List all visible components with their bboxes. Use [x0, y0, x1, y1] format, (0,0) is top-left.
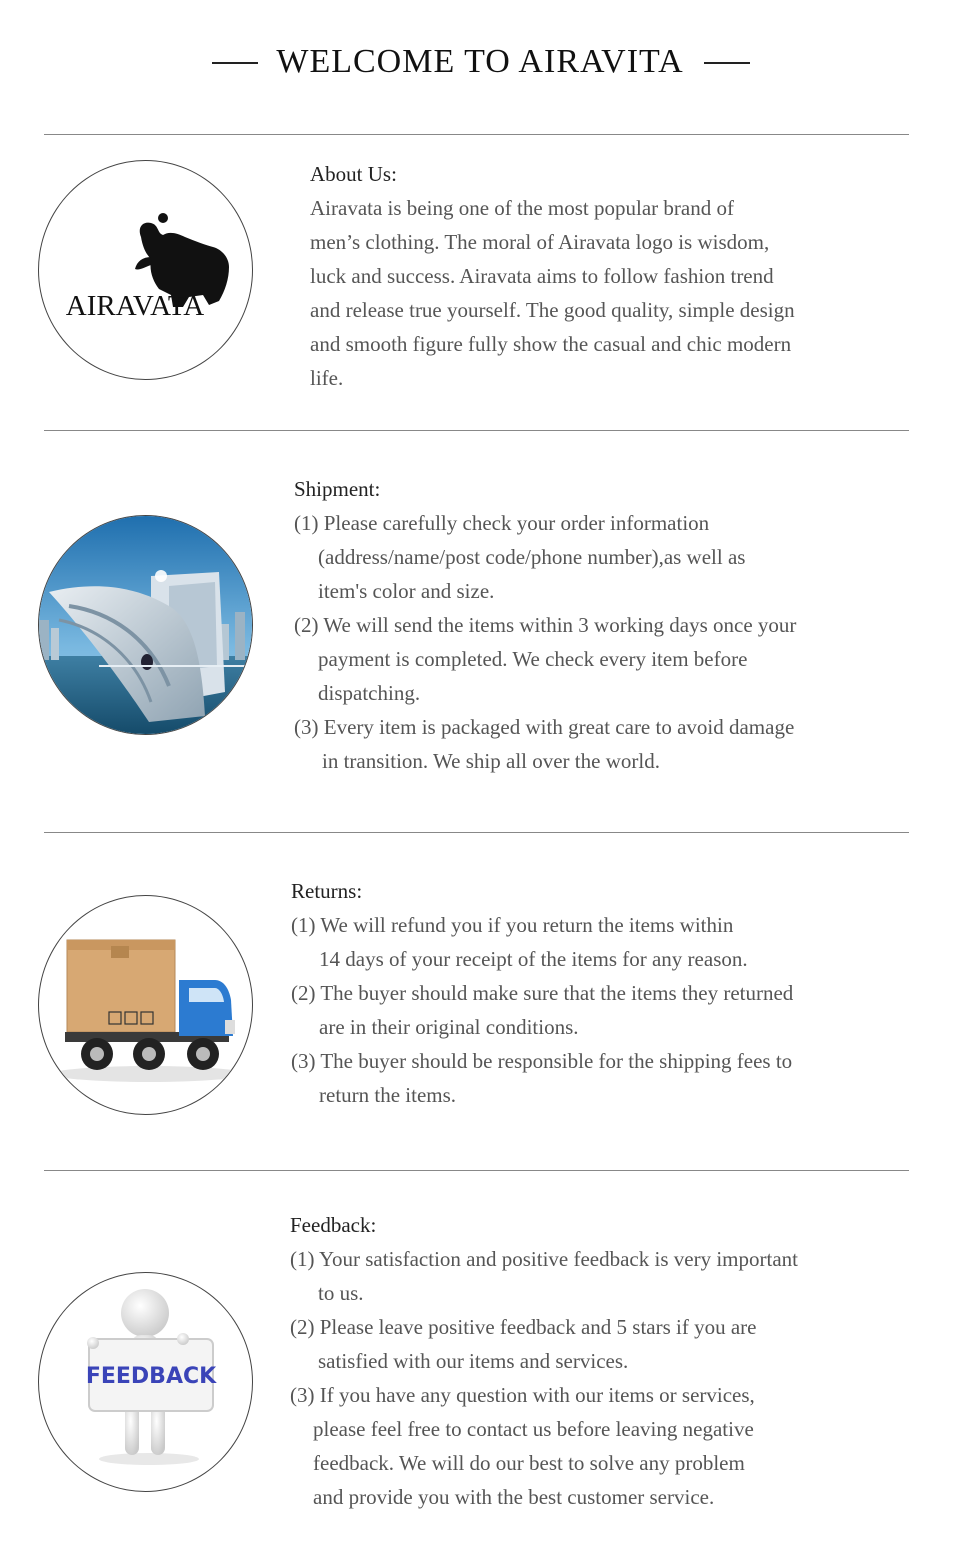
- logo-text: AIRAVATA: [65, 290, 205, 322]
- about-line: men’s clothing. The moral of Airavata logo is wisdom,: [310, 230, 770, 254]
- returns-item-line: return the items.: [319, 1083, 457, 1107]
- shipment-item-line: dispatching.: [318, 681, 421, 705]
- returns-item-line: 14 days of your receipt of the items for any reason.: [319, 947, 748, 971]
- ship-image-circle: [38, 515, 253, 735]
- shipment-item-line: (1) Please carefully check your order information: [294, 511, 710, 535]
- feedback-item-line: satisfied with our items and services.: [318, 1349, 629, 1373]
- delivery-truck-icon: [39, 896, 252, 1114]
- section-divider: [44, 1170, 909, 1171]
- shipment-section: [294, 472, 796, 778]
- feedback-item-line: (3) If you have any question with our items or services,: [290, 1383, 755, 1407]
- feedback-item-line: please feel free to contact us before leaving negative: [313, 1417, 754, 1441]
- feedback-item-line: to us.: [318, 1281, 364, 1305]
- shipment-item-line: item's color and size.: [318, 579, 495, 603]
- ship-icon: [39, 516, 252, 734]
- about-section: [310, 157, 795, 395]
- section-divider: [44, 134, 909, 135]
- returns-section: [291, 874, 793, 1112]
- feedback-item-line: (1) Your satisfaction and positive feedback is very important: [290, 1247, 798, 1271]
- feedback-image-circle: [38, 1272, 253, 1492]
- about-line: and release true yourself. The good quality, simple design: [310, 298, 795, 322]
- about-heading: About Us:: [310, 162, 397, 186]
- shipment-item-line: (address/name/post code/phone number),as well as: [318, 545, 746, 569]
- returns-heading: Returns:: [291, 879, 363, 903]
- feedback-item-line: feedback. We will do our best to solve any problem: [313, 1451, 745, 1475]
- feedback-heading: Feedback:: [290, 1213, 377, 1237]
- about-line: life.: [310, 366, 344, 390]
- about-line: Airavata is being one of the most popular brand of: [310, 196, 734, 220]
- feedback-sign-text: FEEDBACK: [85, 1364, 217, 1389]
- page-header: [0, 40, 960, 84]
- returns-item-line: (1) We will refund you if you return the items within: [291, 913, 734, 937]
- page-title: WELCOME TO AIRAVITA: [276, 43, 684, 80]
- shipment-item-line: in transition. We ship all over the world.: [322, 749, 660, 773]
- returns-item-line: are in their original conditions.: [319, 1015, 579, 1039]
- returns-item-line: (2) The buyer should make sure that the items they returned: [291, 981, 794, 1005]
- feedback-section: [290, 1208, 798, 1514]
- header-rule-right: [704, 62, 750, 64]
- airavata-logo-circle: [38, 160, 253, 380]
- returns-item-line: (3) The buyer should be responsible for the shipping fees to: [291, 1049, 793, 1073]
- truck-image-circle: [38, 895, 253, 1115]
- feedback-figure-icon: [39, 1273, 252, 1491]
- about-line: and smooth figure fully show the casual and chic modern: [310, 332, 792, 356]
- about-line: luck and success. Airavata aims to follow fashion trend: [310, 264, 774, 288]
- feedback-item-line: (2) Please leave positive feedback and 5 stars if you are: [290, 1315, 757, 1339]
- section-divider: [44, 430, 909, 431]
- shipment-heading: Shipment:: [294, 477, 381, 501]
- shipment-item-line: payment is completed. We check every item before: [318, 647, 748, 671]
- shipment-item-line: (3) Every item is packaged with great care to avoid damage: [294, 715, 795, 739]
- section-divider: [44, 832, 909, 833]
- shipment-item-line: (2) We will send the items within 3 working days once your: [294, 613, 797, 637]
- feedback-item-line: and provide you with the best customer service.: [313, 1485, 715, 1509]
- elephant-logo-icon: [39, 161, 252, 379]
